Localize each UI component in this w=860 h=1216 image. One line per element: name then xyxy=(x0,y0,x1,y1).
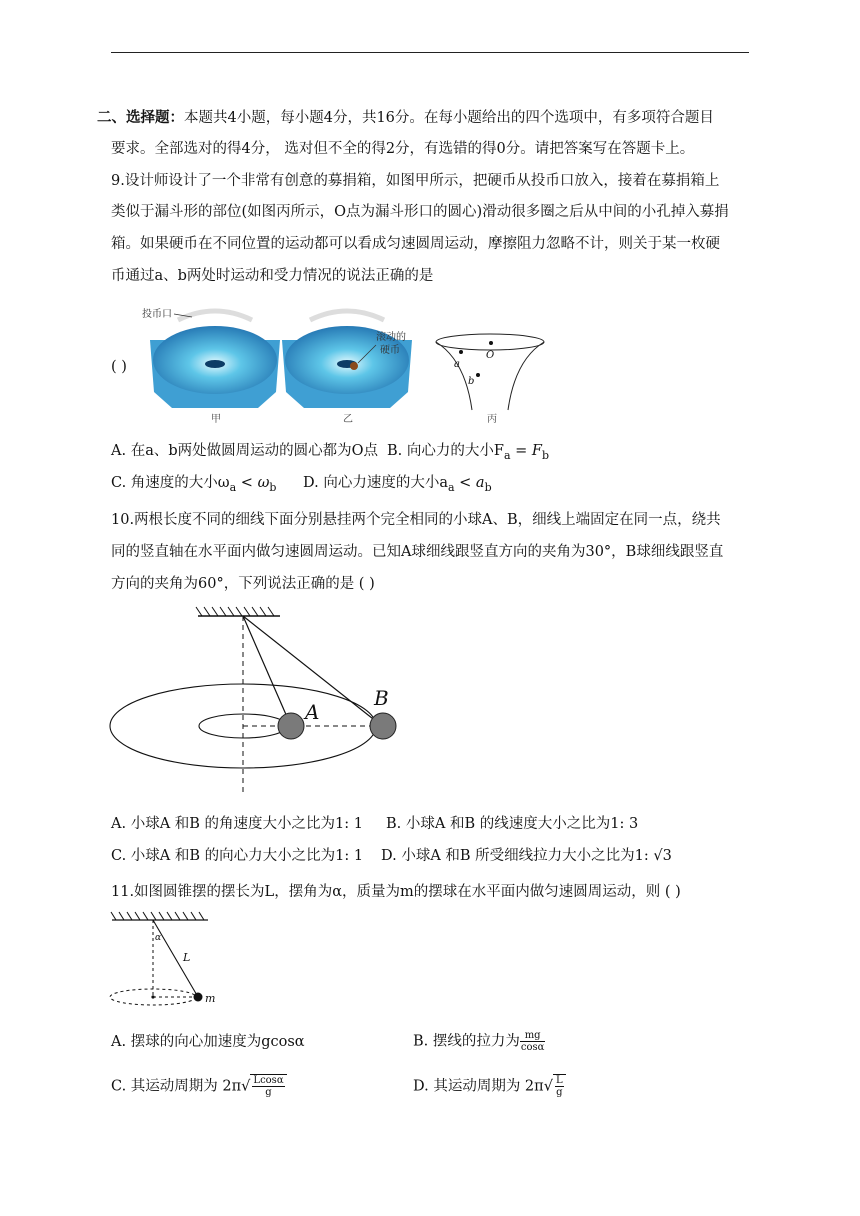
q9-stem-line1: 9.设计师设计了一个非常有创意的募捐箱，如图甲所示，把硬币从投币口放入，接着在募捐箱上 xyxy=(111,173,720,189)
funnel-diagram xyxy=(436,334,544,410)
caption-a: 甲 xyxy=(211,414,221,425)
q11-option-d: D. 其运动周期为 2π√ $\frac{L}{g}$ xyxy=(413,1074,566,1098)
coin-label-1: 滚动的 xyxy=(376,332,406,343)
q11-option-b: B. 摆线的拉力为 $\frac{mg}{\cos\alpha}$ xyxy=(413,1030,545,1053)
point-b: b xyxy=(468,376,475,387)
point-a: a xyxy=(454,359,460,370)
q11-option-c: C. 其运动周期为 2π√ $\frac{Lcos\alpha}{g}$ xyxy=(111,1074,287,1098)
section-intro-line1 xyxy=(97,108,714,128)
caption-b: 乙 xyxy=(343,414,353,425)
q10-figure xyxy=(106,604,406,802)
q9-figure xyxy=(140,300,560,430)
q9-stem-line2: 类似于漏斗形的部位(如图丙所示，O点为漏斗形口的圆心)滑动很多圈之后从中间的小孔掉入募捐 xyxy=(111,204,729,220)
q10-stem-line2: 同的竖直轴在水平面内做匀速圆周运动。已知A球细线跟竖直方向的夹角为30°，B球细线跟竖直 xyxy=(111,544,724,560)
q10-option-c: C. 小球A 和B 的向心力大小之比为1: 1 xyxy=(111,848,364,864)
section-heading: 二、选择题： xyxy=(97,109,184,126)
label-m: m xyxy=(205,992,216,1005)
q9-option-d: D. 向心力速度的大小$a_a < a_b$ xyxy=(303,475,492,494)
ball-A xyxy=(278,713,304,739)
bob xyxy=(194,993,203,1002)
q9-option-b: B. 向心力的大小$F_a = F_b$ xyxy=(387,443,549,462)
q9-stem-line4: 币通过a、b两处时运动和受力情况的说法正确的是 xyxy=(111,268,434,284)
caption-c: 丙 xyxy=(487,414,497,425)
q9-stem-line3: 箱。如果硬币在不同位置的运动都可以看成匀速圆周运动，摩擦阻力忽略不计，则关于某一枚硬 xyxy=(111,236,720,252)
coin-icon xyxy=(350,362,358,370)
label-L: L xyxy=(183,951,191,964)
donation-box-a xyxy=(150,311,280,408)
ball-B xyxy=(370,713,396,739)
section-intro-text: 本题共4小题，每小题4分，共16分。在每小题给出的四个选项中，有多项符合题目 xyxy=(184,110,714,126)
q11-option-a: A. 摆球的向心加速度为gcosα xyxy=(111,1034,305,1050)
q11-stem-line1: 11.如图圆锥摆的摆长为L，摆角为α，质量为m的摆球在水平面内做匀速圆周运动，则 ( ) xyxy=(111,884,681,900)
q10-option-a: A. 小球A 和B 的角速度大小之比为1: 1 xyxy=(111,816,363,832)
label-B: B xyxy=(374,686,389,710)
slot-label: 投币口 xyxy=(142,309,172,320)
q10-stem-line3: 方向的夹角为60°，下列说法正确的是 ( ) xyxy=(111,576,375,592)
q10-option-d: D. 小球A 和B 所受细线拉力大小之比为1: √3 xyxy=(381,848,672,864)
point-O: O xyxy=(486,350,495,361)
header-rule xyxy=(111,52,749,53)
label-alpha: α xyxy=(155,933,162,943)
coin-label-2: 硬币 xyxy=(380,345,400,356)
donation-box-b xyxy=(282,311,412,408)
q10-option-b: B. 小球A 和B 的线速度大小之比为1: 3 xyxy=(386,816,639,832)
q9-option-c: C. 角速度的大小$\omega_a < \omega_b$ xyxy=(111,475,277,494)
label-A: A xyxy=(305,700,320,724)
q10-stem-line1: 10.两根长度不同的细线下面分别悬挂两个完全相同的小球A、B，细线上端固定在同一点，绕共 xyxy=(111,512,721,528)
q11-figure xyxy=(108,908,228,1012)
section-intro-line2: 要求。全部选对的得4分， 选对但不全的得2分，有选错的得0分。请把答案写在答题卡上。 xyxy=(111,141,695,157)
q9-option-a: A. 在a、b两处做圆周运动的圆心都为O点 xyxy=(111,443,379,459)
q9-answer-paren: ( ) xyxy=(111,359,127,375)
